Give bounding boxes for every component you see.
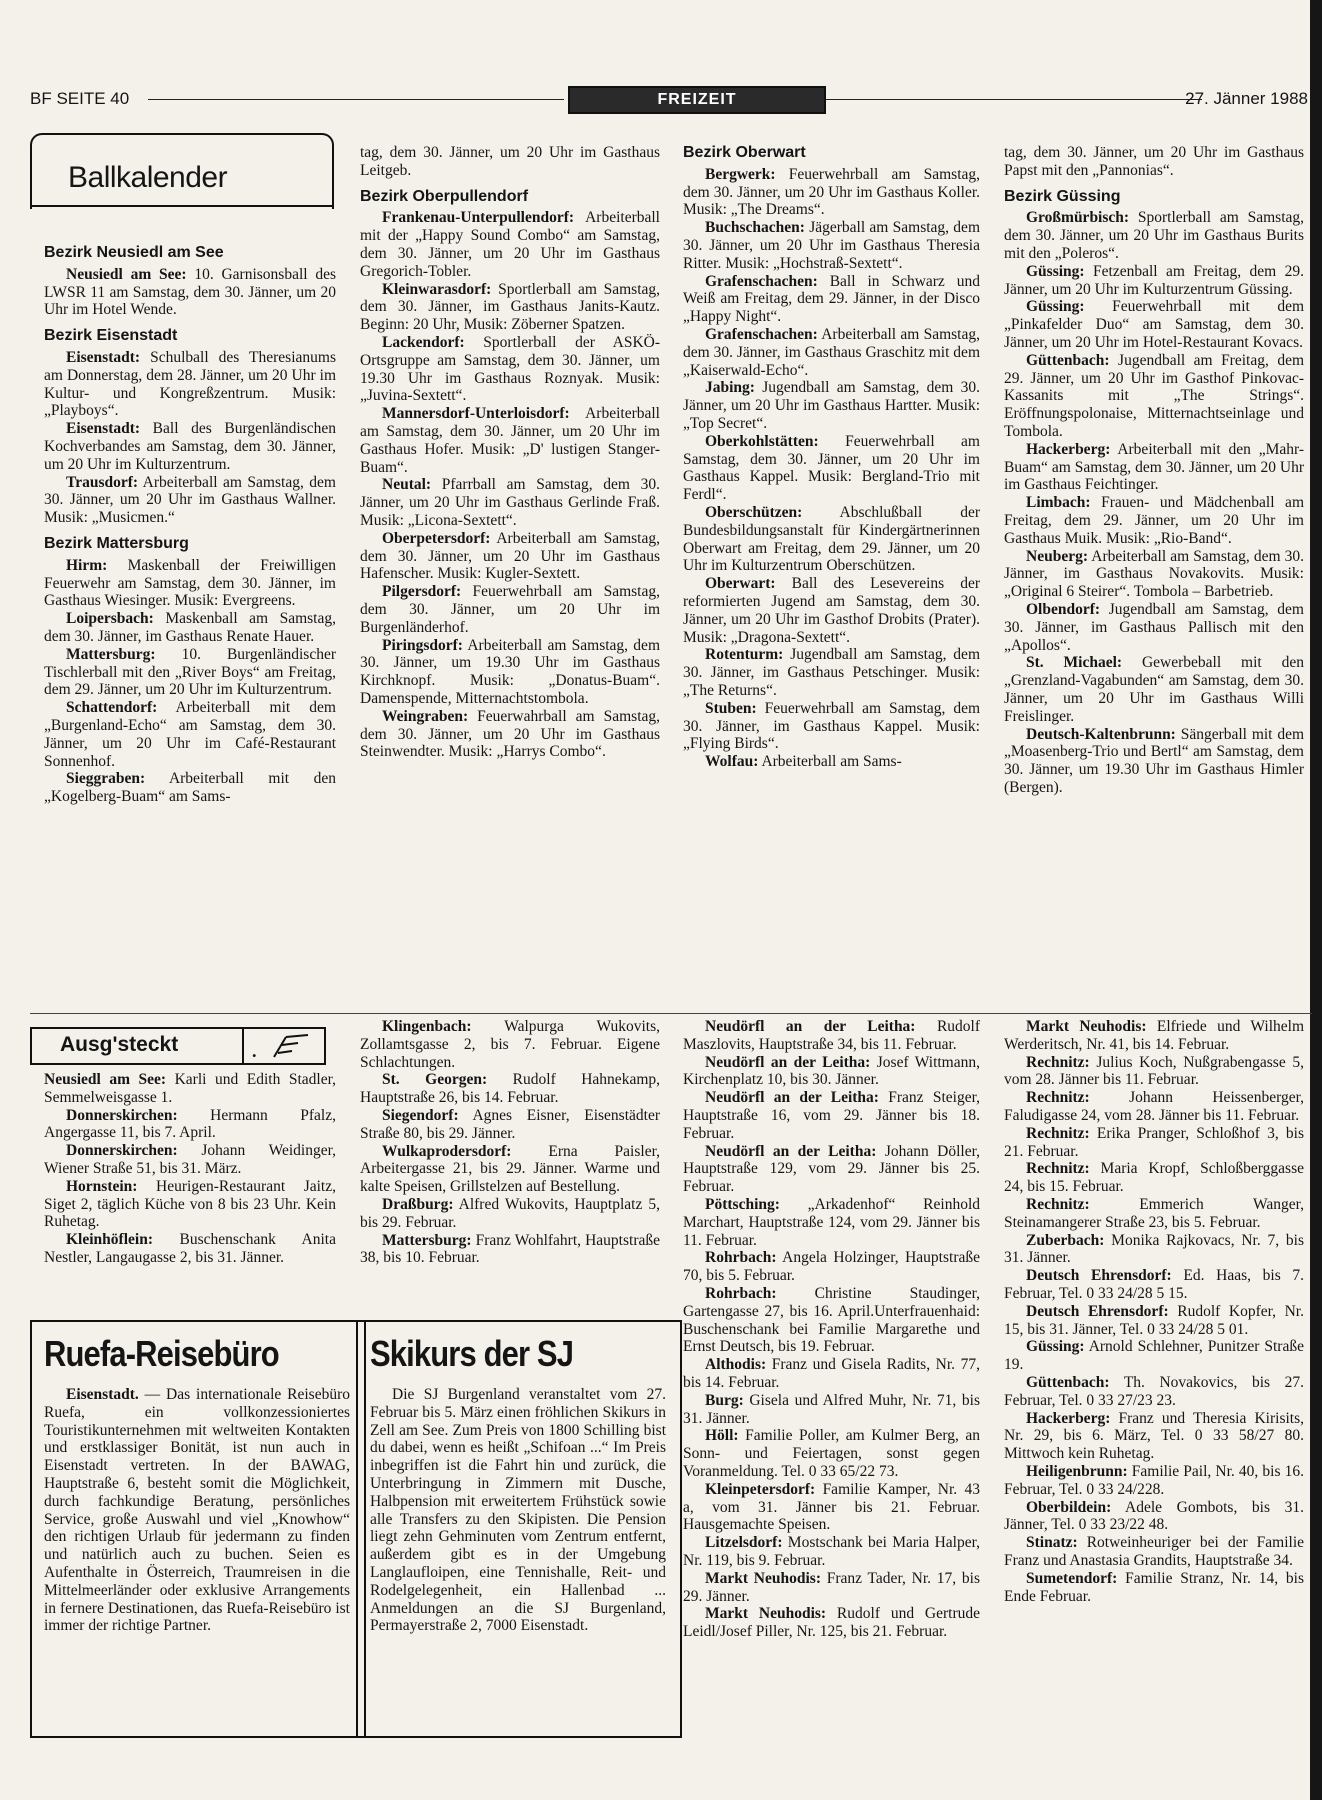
listing-entry — [360, 1143, 660, 1196]
listing-entry — [1004, 1267, 1304, 1303]
place-name: Weingraben: — [382, 707, 469, 725]
page-number: BF SEITE 40 — [30, 89, 130, 108]
place-name: Neusiedl am See: — [44, 1071, 167, 1088]
entry-text: Maria Kropf, Schloßberggasse 24, bis 15. Februar. — [1004, 1160, 1305, 1196]
entry-text: Arbeiterball am Sams- — [761, 753, 902, 771]
entry-text: Johann Döller, Hauptstraße 129, vom 29. Jänner bis 25. Februar. — [683, 1142, 981, 1196]
entry-text: Arnold Schlehner, Punitzer Straße 19. — [1004, 1338, 1304, 1374]
listing-entry — [1004, 298, 1304, 351]
listing-entry — [360, 1018, 660, 1071]
listing-entry — [360, 1107, 660, 1143]
place-name: Oberwart: — [705, 575, 776, 593]
skikurs-article — [356, 1320, 682, 1738]
listing-entry — [683, 753, 980, 771]
place-name: Lackendorf: — [382, 333, 465, 351]
place-name: Bergwerk: — [705, 165, 776, 183]
section-divider — [30, 1013, 1312, 1014]
place-name: Güttenbach: — [1026, 1373, 1110, 1391]
entry-text: Josef Wittmann, Kirchenplatz 10, bis 30. Jänner. — [683, 1053, 980, 1089]
skikurs-body: Die SJ Burgenland veranstaltet vom 27. Februar bis 5. März einen fröhlichen Skikurs in Zell am See. Zum Preis von 1800 Schilling bist du dabei, wenn es heißt „Schifoan ...“ Im Preis inbegriffen ist die Fahrt hin und zurück, die Unterbringung in Zimmern mit Dusche, Halbpension mit erweitertem Frühstück sowie alle Transfers zu den Skipisten. Die Pension liegt zehn Gehminuten vom Zentrum entfernt, außerdem gibt es in der Umgebung Langlaufloipen, eine Tennishalle, Reit- und Rodelgelegenheit, ein Hallenbad ... Anmeldungen an die SJ Burgenland, Permayerstraße 2, 7000 Eisenstadt. — [370, 1386, 666, 1635]
listing-entry — [683, 379, 980, 432]
place-name: Rechnitz: — [1026, 1089, 1090, 1107]
entry-text: Arbeiterball am Samstag, dem 30. Jänner, im Gasthaus Graschitz mit dem „Kaiserwald-Echo“. — [683, 325, 980, 379]
place-name: Rohrbach: — [705, 1249, 777, 1267]
entry-text: Jugendball am Samstag, dem 30. Jänner, um 20 Uhr im Gasthaus Hartter. Musik: „Top Secret“. — [683, 379, 980, 432]
place-name: Mattersburg: — [66, 645, 156, 663]
listing-entry — [683, 326, 980, 379]
listing-entry — [1004, 1125, 1304, 1161]
listing-entry — [360, 1232, 660, 1268]
entry-text: Agnes Eisner, Eisenstädter Straße 80, bis 29. Jänner. — [360, 1106, 660, 1142]
place-name: Kleinwarasdorf: — [382, 280, 492, 298]
entry-text: Frauen- und Mädchenball am Freitag, dem 29. Jänner, um 20 Uhr im Gasthaus Muik. Musik: „Rio-Band“. — [1004, 494, 1304, 547]
listing-entry — [683, 1534, 980, 1570]
place-name: Neuberg: — [1026, 547, 1088, 565]
place-name: Litzelsdorf: — [705, 1534, 783, 1552]
entry-text: Rudolf Kopfer, Nr. 15, bis 31. Jänner, Tel. 0 33 24/28 5 01. — [1004, 1302, 1304, 1338]
place-name: Deutsch Ehrensdorf: — [1026, 1302, 1169, 1320]
ausgsteckt-column-2 — [360, 1018, 660, 1267]
listing-entry — [1004, 726, 1304, 797]
entry-text: Sängerball mit dem „Moasenberg-Trio und Bertl“ am Samstag, dem 30. Jänner, um 19.30 Uhr im Gasthaus Himler (Bergen). — [1004, 725, 1305, 796]
ausgsteckt-column-4 — [1004, 1018, 1304, 1605]
entry-text: Johann Heissenberger, Faludigasse 24, vom 28. Jänner bis 11. Februar. — [1004, 1089, 1304, 1124]
place-name: Eisenstadt: — [66, 420, 141, 438]
entry-text: Ball des Burgenländischen Kochverbandes am Samstag, dem 30. Jänner, um 20 Uhr im Kulturzentrum. — [44, 420, 336, 473]
listing-entry — [683, 1143, 980, 1196]
place-name: Siegendorf: — [382, 1106, 459, 1124]
listing-entry — [360, 637, 660, 708]
entry-text: Christine Staudinger, Gartengasse 27, bis 16. April.Unterfrauenhaid: Buschenschank bei Familie Margarethe und Ernst Deutsch, bis 19. Februar. — [683, 1284, 980, 1356]
listing-entry — [1004, 1374, 1304, 1410]
listing-entry — [683, 433, 980, 504]
place-name: Klingenbach: — [382, 1018, 472, 1035]
entry-text: Feuerwehrball am Samstag, dem 30. Jänner, um 20 Uhr im Burgenländerhof. — [360, 583, 660, 636]
place-name: Güssing: — [1026, 1338, 1085, 1356]
place-name: Oberpetersdorf: — [382, 529, 491, 547]
entry-text: Pfarrball am Samstag, dem 30. Jänner, um 20 Uhr im Gasthaus Gerlinde Fraß. Musik: „Licona-Sextett“. — [360, 476, 661, 529]
entry-text: Familie Stranz, Nr. 14, bis Ende Februar. — [1004, 1569, 1304, 1605]
place-name: Stinatz: — [1026, 1534, 1078, 1552]
listing-entry — [44, 770, 336, 806]
ruefa-text: — Das internationale Reisebüro Ruefa, ein vollkonzessioniertes Touristikunternehmen mit weltweiten Kontakten und erstklassiger Bonität, ist nun auch in Eisenstadt vertreten. In der BAWAG, Hauptstraße 6, besteht somit die Möglichkeit, durch fachkundige Beratung, persönliches Service, große Auswahl und viel „Knowhow“ den richtigen Urlaub für jedermann zu finden und natürlich auch zu buchen. Seien es Aufenthalte in Österreich, Traumreisen in die Mittelmeerländer oder exklusive Arrangements in fernere Destinationen, das Ruefa-Reisebüro ist immer der richtige Partner. — [44, 1386, 350, 1635]
entry-text: Sportlerball am Samstag, dem 30. Jänner, um 20 Uhr im Gasthaus Burits mit den „Poleros“. — [1004, 209, 1305, 262]
place-name: Kleinhöflein: — [66, 1231, 153, 1249]
entry-text: Mostschank bei Maria Halper, Nr. 119, bis 9. Februar. — [683, 1534, 980, 1569]
entry-text: Feuerwehrball am Samstag, dem 30. Jänner, im Gasthaus Kappel. Musik: „Flying Birds“. — [683, 699, 981, 753]
listing-entry — [360, 530, 660, 583]
listing-entry — [683, 646, 980, 699]
entry-text: Rudolf Maszlovits, Hauptstraße 34, bis 11. Februar. — [683, 1018, 981, 1053]
district-heading: Bezirk Mattersburg — [44, 534, 189, 552]
entry-text: Johann Weidinger, Wiener Straße 51, bis 31. März. — [44, 1142, 337, 1177]
entry-text: 10. Garnisonsball des LWSR 11 am Samstag, dem 30. Jänner, um 20 Uhr im Hotel Wende. — [44, 265, 337, 319]
listing-entry — [360, 1071, 660, 1107]
listing-entry — [360, 1196, 660, 1232]
entry-text: Ball des Lesevereins der reformierten Jugend am Samstag, dem 30. Jänner, um 20 Uhr im Gasthof Drobits (Prater). Musik: „Dragona-Sextett“. — [683, 575, 980, 646]
place-name: Draßburg: — [382, 1195, 454, 1213]
ausgsteckt-column-3 — [683, 1018, 980, 1641]
place-name: Trausdorf: — [66, 473, 139, 491]
listing-entry — [683, 1285, 980, 1356]
place-name: Rechnitz: — [1026, 1124, 1090, 1142]
ausgsteckt-separator — [242, 1027, 244, 1063]
entry-text: Sportlerball der ASKÖ-Ortsgruppe am Samstag, dem 30. Jänner, um 19.30 Uhr im Gasthaus Roznyak. Musik: „Juvina-Sextett“. — [360, 333, 661, 405]
entry-text: Feuerwehrball mit dem „Pinkafelder Duo“ am Samstag, dem 30. Jänner, um 20 Uhr im Hotel-Restaurant Kovacs. — [1004, 298, 1305, 351]
listing-entry — [683, 273, 980, 326]
listing-entry — [360, 281, 660, 334]
entry-text: Jugendball am Samstag, dem 30. Jänner, im Gasthaus Petschinger. Musik: „The Returns“. — [683, 646, 980, 699]
entry-text: Julius Koch, Nußgrabengasse 5, vom 28. Jänner bis 11. Februar. — [1004, 1053, 1304, 1089]
entry-text: Franz Wohlfahrt, Hauptstraße 38, bis 10. Februar. — [360, 1231, 660, 1267]
place-name: Hackerberg: — [1026, 1409, 1111, 1427]
place-name: Heiligenbrunn: — [1026, 1462, 1128, 1480]
place-name: Mannersdorf-Unterloisdorf: — [382, 405, 570, 423]
place-name: Rohrbach: — [705, 1284, 777, 1302]
listing-entry — [1004, 1232, 1304, 1268]
listing-entry — [44, 266, 336, 319]
page-header — [30, 86, 1308, 112]
entry-text: Rotweinheuriger bei der Familie Franz und Anastasia Grandits, Hauptstraße 34. — [1004, 1534, 1305, 1569]
place-name: Güssing: — [1026, 298, 1085, 316]
listing-entry — [683, 575, 980, 646]
listing-entry — [360, 476, 660, 529]
place-name: Großmürbisch: — [1026, 209, 1130, 227]
entry-text: Buschenschank Anita Nestler, Langaugasse 2, bis 31. Jänner. — [44, 1231, 336, 1266]
ruefa-place: Eisenstadt. — [66, 1386, 139, 1403]
listing-entry — [683, 1196, 980, 1249]
listing-entry — [44, 646, 336, 699]
listing-entry — [44, 474, 336, 527]
place-name: Neudörfl an der Leitha: — [705, 1089, 879, 1107]
place-name: Markt Neuhodis: — [705, 1605, 827, 1623]
place-name: Olbendorf: — [1026, 600, 1101, 618]
entry-text: Feuerwehrball am Samstag, dem 30. Jänner, um 20 Uhr im Gasthaus Koller. Musik: „The Dreams“. — [683, 165, 980, 219]
listing-entry — [1004, 1303, 1304, 1339]
ballkalender-column-4 — [1004, 144, 1304, 797]
place-name: Pilgersdorf: — [382, 583, 462, 601]
place-name: Limbach: — [1026, 494, 1091, 512]
district-heading: Bezirk Eisenstadt — [44, 327, 178, 345]
ruefa-title: Ruefa-Reisebüro — [44, 1333, 279, 1374]
entry-text: Hermann Pfalz, Angergasse 11, bis 7. April. — [44, 1106, 336, 1142]
ausgsteckt-title: Ausg'steckt — [60, 1033, 179, 1056]
place-name: Höll: — [705, 1427, 739, 1445]
entry-text: tag, dem 30. Jänner, um 20 Uhr im Gasthaus Leitgeb. — [360, 144, 660, 179]
place-name: Deutsch Ehrensdorf: — [1026, 1267, 1172, 1285]
entry-text: Schulball des Theresianums am Donnerstag, dem 28. Jänner, um 20 Uhr im Kultur- und Kongreßzentrum. Musik: „Playboys“. — [44, 348, 336, 420]
listing-entry — [683, 504, 980, 575]
listing-entry — [44, 1142, 336, 1178]
listing-entry — [683, 219, 980, 272]
listing-entry — [683, 1392, 980, 1428]
listing-entry — [360, 209, 660, 280]
place-name: Rotenturm: — [705, 646, 784, 664]
header-rule-left — [148, 99, 564, 100]
place-name: Burg: — [705, 1391, 744, 1409]
ballkalender-column-3 — [683, 144, 980, 771]
place-name: Güssing: — [1026, 262, 1085, 280]
entry-text: Heurigen-Restaurant Jaitz, Siget 2, täglich Küche von 8 bis 23 Uhr. Kein Ruhetag. — [44, 1177, 336, 1231]
entry-text: Monika Rajkovacs, Nr. 7, bis 31. Jänner. — [1004, 1231, 1305, 1267]
place-name: Kleinpetersdorf: — [705, 1480, 816, 1498]
entry-text: Arbeiterball am Samstag, dem 30. Jänner, um 20 Uhr im Gasthaus Hofer. Musik: „D' lustigen Stanger-Buam“. — [360, 405, 660, 476]
listing-entry — [1004, 1160, 1304, 1196]
listing-entry — [1004, 1410, 1304, 1463]
place-name: Neusiedl am See: — [66, 265, 187, 283]
entry-text: Arbeiterball mit den „Mahr-Buam“ am Samstag, dem 30. Jänner, um 20 Uhr im Gasthaus Feichtinger. — [1004, 440, 1304, 494]
entry-text: Familie Pail, Nr. 40, bis 16. Februar, Tel. 0 33 24/228. — [1004, 1462, 1305, 1498]
entry-text: Erna Paisler, Arbeitergasse 21, bis 29. Jänner. Warme und kalte Speisen, Grillstelzen auf Bestellung. — [360, 1142, 660, 1196]
entry-text: Ball in Schwarz und Weiß am Freitag, dem 29. Jänner, in der Disco „Happy Night“. — [683, 272, 980, 326]
place-name: Wolfau: — [705, 753, 759, 771]
listing-entry — [1004, 1338, 1304, 1374]
listing-entry — [1004, 601, 1304, 654]
place-name: Oberschützen: — [705, 503, 803, 521]
entry-text: Gisela und Alfred Muhr, Nr. 71, bis 31. Jänner. — [683, 1391, 980, 1427]
place-name: Güttenbach: — [1026, 351, 1110, 369]
listing-entry — [683, 1249, 980, 1285]
listing-entry — [1004, 1089, 1304, 1125]
listing-entry — [1004, 548, 1304, 601]
entry-text: Franz und Theresia Kirisits, Nr. 29, bis 6. März, Tel. 0 33 58/27 80. Mittwoch kein Ruhetag. — [1004, 1409, 1304, 1463]
entry-text: Feuerwahrball am Samstag, dem 30. Jänner, um 20 Uhr im Gasthaus Steinwendter. Musik: „Harrys Combo“. — [360, 707, 661, 761]
ausgsteckt-heading — [30, 1027, 342, 1067]
listing-entry — [360, 583, 660, 636]
ruefa-body — [44, 1386, 350, 1635]
page-edge — [1310, 0, 1322, 1800]
issue-date: 27. Jänner 1988 — [1185, 89, 1308, 108]
place-name: Jabing: — [705, 379, 755, 397]
listing-entry — [683, 1018, 980, 1054]
place-name: St. Michael: — [1026, 654, 1123, 672]
entry-text: Arbeiterball am Samstag, dem 30. Jänner, im Gasthaus Novakovits. Musik: „Original 6 Steirer“. Tombola – Barbetrieb. — [1004, 547, 1304, 601]
entry-text: Arbeiterball am Samstag, dem 30. Jänner, um 20 Uhr im Gasthaus Wallner. Musik: „Musicmen.“ — [44, 473, 336, 527]
entry-text: Familie Kamper, Nr. 43 a, vom 31. Jänner bis 21. Februar. Hausgemachte Speisen. — [683, 1480, 981, 1534]
listing-entry — [44, 1231, 336, 1267]
listing-entry — [44, 1107, 336, 1143]
ballkalender-title: Ballkalender — [68, 161, 228, 194]
entry-text: Fetzenball am Freitag, dem 29. Jänner, um 20 Uhr im Kulturzentrum Güssing. — [1004, 262, 1304, 298]
listing-entry — [683, 1605, 980, 1641]
entry-text: Ed. Haas, bis 7. Februar, Tel. 0 33 24/28 5 15. — [1004, 1267, 1305, 1302]
entry-text: Erika Pranger, Schloßhof 3, bis 21. Februar. — [1004, 1124, 1304, 1160]
header-rule-right — [826, 99, 1202, 100]
district-heading: Bezirk Neusiedl am See — [44, 244, 224, 261]
entry-text: Angela Holzinger, Hauptstraße 70, bis 5. Februar. — [683, 1249, 980, 1285]
entry-text: Jugendball am Samstag, dem 30. Jänner, im Gasthaus Pallisch mit den „Apollos“. — [1004, 600, 1304, 654]
entry-text: tag, dem 30. Jänner, um 20 Uhr im Gasthaus Papst mit den „Pannonias“. — [1004, 144, 1304, 179]
listing-entry — [44, 1178, 336, 1231]
place-name: Sieggraben: — [66, 770, 146, 788]
place-name: Neutal: — [382, 476, 432, 494]
entry-text: Arbeiterball mit den „Kogelberg-Buam“ am Sams- — [44, 770, 336, 806]
entry-text: Franz Steiger, Hauptstraße 16, vom 29. Jänner bis 18. Februar. — [683, 1089, 981, 1142]
entry-text: Rudolf Hahnekamp, Hauptstraße 26, bis 14. Februar. — [360, 1071, 661, 1107]
place-name: Althodis: — [705, 1356, 767, 1374]
skikurs-title: Skikurs der SJ — [370, 1333, 574, 1374]
listing-entry — [1004, 1570, 1304, 1606]
place-name: Markt Neuhodis: — [1026, 1018, 1147, 1035]
place-name: Piringsdorf: — [382, 636, 463, 654]
place-name: Neudörfl an der Leitha: — [705, 1142, 877, 1160]
place-name: Neudörfl an der Leitha: — [705, 1018, 916, 1035]
listing-entry — [1004, 144, 1304, 180]
entry-text: Jägerball am Samstag, dem 30. Jänner, um 20 Uhr im Gasthaus Theresia Ritter. Musik: „Hochstraß-Sextett“. — [683, 219, 980, 272]
entry-text: Abschlußball der Bundesbildungsanstalt für Kindergärtnerinnen Oberwart am Freitag, dem 29. Jänner, um 20 Uhr im Kulturzentrum Oberschützen. — [683, 503, 980, 575]
entry-text: Maskenball der Freiwilligen Feuerwehr am Samstag, dem 30. Jänner, im Gasthaus Wiesinger. Musik: Evergreens. — [44, 556, 336, 610]
ruefa-article — [30, 1320, 366, 1738]
place-name: Schattendorf: — [66, 699, 158, 717]
listing-entry — [683, 166, 980, 219]
place-name: St. Georgen: — [382, 1071, 488, 1089]
listing-entry — [44, 1071, 336, 1107]
district-heading: Bezirk Oberwart — [683, 144, 806, 161]
place-name: Sumetendorf: — [1026, 1569, 1118, 1587]
listing-entry — [44, 349, 336, 420]
entry-text: Feuerwehrball am Samstag, dem 30. Jänner, um 20 Uhr im Gasthaus Kappel. Musik: Bergland-Trio mit Ferdl“. — [683, 432, 980, 504]
entry-text: Arbeiterball mit der „Happy Sound Combo“ am Samstag, dem 30. Jänner, um 20 Uhr im Gasthaus Gregorich-Tobler. — [360, 209, 660, 280]
place-name: Frankenau-Unterpullendorf: — [382, 209, 575, 227]
place-name: Zuberbach: — [1026, 1231, 1105, 1249]
listing-entry — [1004, 1463, 1304, 1499]
listing-entry — [683, 1481, 980, 1534]
listing-entry — [44, 610, 336, 646]
entry-text: Arbeiterball am Samstag, dem 30. Jänner, um 19.30 Uhr im Gasthaus Kirchknopf. Musik: „Donatus-Buam“. Damenspende, Mitternachtstombola. — [360, 636, 660, 707]
place-name: Buchschachen: — [705, 219, 805, 237]
place-name: Markt Neuhodis: — [705, 1569, 821, 1587]
place-name: Grafenschachen: — [705, 272, 818, 290]
entry-text: Karli und Edith Stadler, Semmelweisgasse 1. — [44, 1071, 337, 1106]
listing-entry — [683, 700, 980, 753]
ballkalender-heading — [30, 133, 334, 213]
place-name: Grafenschachen: — [705, 325, 818, 343]
listing-entry — [1004, 1534, 1304, 1570]
place-name: Mattersburg: — [382, 1231, 472, 1249]
listing-entry — [44, 699, 336, 770]
entry-text: Familie Poller, am Kulmer Berg, an Sonn- und Feiertagen, sonst gegen Voranmeldung. Tel. 0 33 65/22 73. — [683, 1427, 981, 1480]
entry-text: Gewerbeball mit den „Grenzland-Vagabunden“ am Samstag, dem 30. Jänner, um 20 Uhr im Gasthaus Willi Freislinger. — [1004, 654, 1304, 725]
entry-text: Arbeiterball mit dem „Burgenland-Echo“ am Samstag, dem 30. Jänner, um 20 Uhr im Café-Restaurant Sonnenhof. — [44, 699, 336, 770]
listing-entry — [360, 144, 660, 180]
district-heading: Bezirk Oberpullendorf — [360, 187, 529, 205]
listing-entry — [1004, 352, 1304, 441]
listing-entry — [683, 1427, 980, 1480]
place-name: Rechnitz: — [1026, 1053, 1090, 1071]
listing-entry — [44, 420, 336, 473]
listing-entry — [683, 1054, 980, 1090]
entry-text: Arbeiterball am Samstag, dem 30. Jänner, um 20 Uhr im Gasthaus Hafenscher. Musik: Kugler-Sextett. — [360, 529, 660, 583]
place-name: Loipersbach: — [66, 610, 154, 628]
place-name: Hirm: — [66, 556, 108, 574]
listing-entry — [360, 708, 660, 761]
listing-entry — [1004, 654, 1304, 725]
place-name: Donnerskirchen: — [66, 1106, 178, 1124]
ausgsteckt-dot: . — [252, 1041, 257, 1061]
place-name: Hackerberg: — [1026, 440, 1111, 458]
place-name: Wulkaprodersdorf: — [382, 1142, 512, 1160]
ballkalender-column-1 — [44, 244, 336, 806]
entry-text: Franz und Gisela Radits, Nr. 77, bis 14. Februar. — [683, 1356, 980, 1391]
listing-entry — [1004, 1499, 1304, 1535]
place-name: Oberbildein: — [1026, 1498, 1112, 1516]
listing-entry — [683, 1570, 980, 1606]
entry-text: Rudolf und Gertrude Leidl/Josef Piller, Nr. 125, bis 21. Februar. — [683, 1605, 980, 1641]
listing-entry — [1004, 209, 1304, 262]
entry-text: Franz Tader, Nr. 17, bis 29. Jänner. — [683, 1569, 980, 1605]
district-heading: Bezirk Güssing — [1004, 187, 1121, 205]
place-name: Stuben: — [705, 699, 757, 717]
entry-text: Maskenball am Samstag, dem 30. Jänner, im Gasthaus Renate Hauer. — [44, 610, 336, 645]
entry-text: Th. Novakovics, bis 27. Februar, Tel. 0 33 27/23 23. — [1004, 1373, 1304, 1409]
place-name: Pöttsching: — [705, 1195, 780, 1213]
listing-entry — [44, 557, 336, 610]
place-name: Rechnitz: — [1026, 1160, 1090, 1178]
listing-entry — [360, 334, 660, 405]
place-name: Deutsch-Kaltenbrunn: — [1026, 725, 1176, 743]
listing-entry — [683, 1089, 980, 1142]
listing-entry — [1004, 1196, 1304, 1232]
entry-text: Adele Gombots, bis 31. Jänner, Tel. 0 33 23/22 48. — [1004, 1498, 1304, 1534]
grape-branch-icon — [268, 1031, 328, 1063]
entry-text: 10. Burgenländischer Tischlerball mit den „River Boys“ am Freitag, dem 29. Jänner, um 20 Uhr im Kulturzentrum. — [44, 645, 337, 699]
entry-text: Sportlerball am Samstag, dem 30. Jänner, im Gasthaus Janits-Kautz. Beginn: 20 Uhr, Musik: Zöberner Spatzen. — [360, 280, 661, 334]
entry-text: „Arkadenhof“ Reinhold Marchart, Hauptstraße 124, vom 29. Jänner bis 11. Februar. — [683, 1195, 980, 1249]
ballkalender-underline — [30, 205, 334, 207]
listing-entry — [1004, 1018, 1304, 1054]
listing-entry — [360, 405, 660, 476]
entry-text: Alfred Wukovits, Hauptplatz 5, bis 29. Februar. — [360, 1195, 660, 1231]
place-name: Oberkohlstätten: — [705, 432, 819, 450]
place-name: Hornstein: — [66, 1177, 138, 1195]
ballkalender-column-2 — [360, 144, 660, 761]
place-name: Eisenstadt: — [66, 348, 141, 366]
place-name: Neudörfl an der Leitha: — [705, 1053, 871, 1071]
place-name: Rechnitz: — [1026, 1195, 1090, 1213]
section-title: FREIZEIT — [568, 86, 826, 114]
listing-entry — [1004, 263, 1304, 299]
place-name: Donnerskirchen: — [66, 1142, 178, 1160]
entry-text: Emmerich Wanger, Steinamangerer Straße 23, bis 5. Februar. — [1004, 1195, 1305, 1231]
listing-entry — [1004, 494, 1304, 547]
ausgsteckt-column-1 — [44, 1071, 336, 1267]
entry-text: Jugendball am Freitag, dem 29. Jänner, um 20 Uhr im Gasthof Pinkovac-Kassanits mit „The Strings“. Eröffnungspolonaise, Mitternachtseinlage und Tombola. — [1004, 351, 1305, 440]
listing-entry — [1004, 1054, 1304, 1090]
entry-text: Elfriede und Wilhelm Werderitsch, Nr. 41, bis 14. Februar. — [1004, 1018, 1305, 1053]
listing-entry — [683, 1356, 980, 1392]
entry-text: Walpurga Wukovits, Zollamtsgasse 2, bis 7. Februar. Eigene Schlachtungen. — [360, 1018, 660, 1071]
listing-entry — [1004, 441, 1304, 494]
